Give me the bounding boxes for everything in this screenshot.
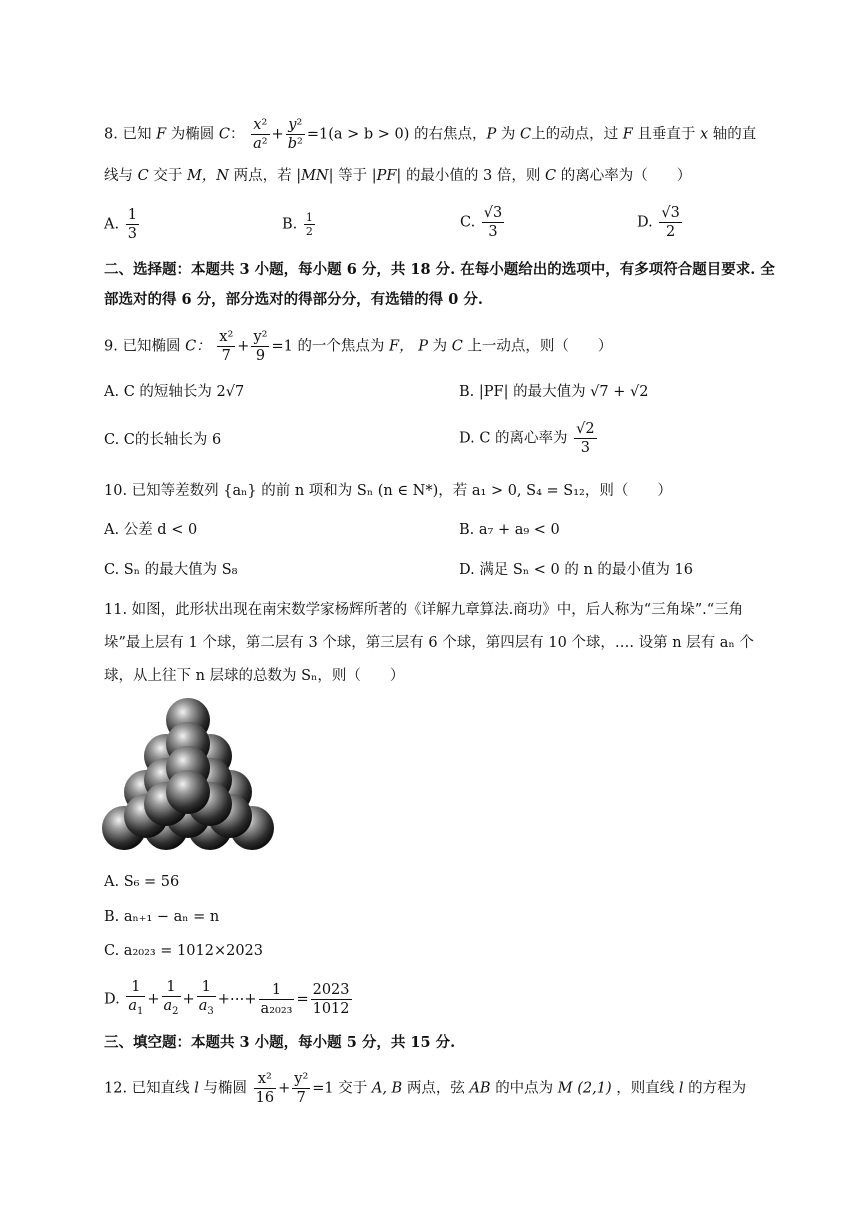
sphere bbox=[166, 770, 210, 814]
q8-stem-line1: 8. 已知 F 为椭圆 C： $\frac{\text{x²}}{\text{a²}}$ + $\frac{\text{y²}}{\text{b²}}$ =1(a > b > 0) 的右焦点，P 为 C上的动点，过 F 且垂直于 x 轴的直 bbox=[104, 117, 757, 152]
section3-heading: 三、填空题：本题共 3 小题，每小题 5 分，共 15 分. bbox=[104, 1034, 456, 1051]
q9-option-d: D. C 的离心率为 $\frac{√2}{3}$ bbox=[459, 421, 595, 456]
q8-var-c: C bbox=[218, 126, 230, 143]
q9-option-a: A. C 的短轴长为 2√7 bbox=[104, 384, 245, 400]
section2-heading-line2: 部选对的得 6 分，部分选对的得部分分，有选错的得 0 分. bbox=[104, 291, 483, 308]
q8-frac-x: $\frac{\text{x²}}{\text{a²}}$ bbox=[253, 117, 268, 152]
q9-option-c: C. C的长轴长为 6 bbox=[104, 432, 222, 448]
q8-option-d: D. $\frac{√3}{2}$ bbox=[637, 205, 680, 240]
q8-text: 轴的直 bbox=[712, 126, 757, 143]
q8-text: 等于 bbox=[338, 168, 368, 184]
q10-option-d: D. 满足 Sₙ < 0 的 n 的最小值为 16 bbox=[459, 562, 693, 578]
q8-text: 两点，若 bbox=[233, 168, 292, 184]
q8-text: 的右焦点， bbox=[414, 126, 487, 143]
q9-stem: 9. 已知椭圆 C： $\frac{\text{x²}}{7}$ + $\frac{\text{y²}}{9}$ =1 的一个焦点为 F， P 为 C 上一动点，则（ ） bbox=[104, 329, 613, 364]
q8-abs-pf: |PF| bbox=[371, 168, 402, 184]
q8-var-c4: C bbox=[545, 168, 557, 184]
q11-option-b: B. aₙ₊₁ − aₙ = n bbox=[104, 909, 220, 925]
q11-option-c: C. a₂₀₂₃ = 1012×2023 bbox=[104, 943, 264, 959]
triangular-pile-figure bbox=[100, 696, 284, 860]
q8-option-a: A. $\frac{1}{3}$ bbox=[104, 207, 137, 242]
q12-stem: 12. 已知直线 l 与椭圆 $\frac{\text{x²}}{16}$ + $\frac{\text{y²}}{7}$ =1 交于 A, B 两点，弦 AB 的中点为 M (2,1) ，则直线 l 的方程为 bbox=[104, 1071, 747, 1106]
q8-text: 上的动点，过 bbox=[531, 126, 619, 143]
q11-stem-line2: 垛”最上层有 1 个球，第二层有 3 个球，第三层有 6 个球，第四层有 10 个球，…. 设第 n 层有 aₙ 个 bbox=[104, 635, 754, 651]
q8-text: 线与 bbox=[104, 168, 133, 184]
q11-option-d: D. $\frac{1}{a_1}$ + $\frac{1}{a_2}$ + $\frac{1}{a_3}$ +⋯+ $\frac{1}{\text{a₂₀₂₃}}$ = $\frac{2023}{1012}$ bbox=[104, 979, 350, 1017]
q8-option-b: B. $\frac{1}{2}$ bbox=[282, 211, 313, 238]
q10-option-c: C. Sₙ 的最大值为 S₈ bbox=[104, 562, 238, 578]
q8-var-mn: M，N bbox=[186, 168, 229, 184]
section2-heading: 二、选择题：本题共 3 小题，每小题 6 分，共 18 分. 在每小题给出的选项中，有多项符合题目要求. 全 bbox=[104, 261, 775, 278]
q8-frac-y: $\frac{\text{y²}}{\text{b²}}$ bbox=[287, 117, 303, 152]
q11-option-a: A. S₆ = 56 bbox=[104, 874, 180, 890]
q8-option-c: C. $\frac{√3}{3}$ bbox=[460, 205, 503, 240]
q10-stem: 10. 已知等差数列 {aₙ} 的前 n 项和为 Sₙ (n ∈ N*)，若 a₁ > 0, S₄ = S₁₂，则（ ） bbox=[104, 483, 672, 499]
q9-option-b: B. |PF| 的最大值为 √7 + √2 bbox=[459, 384, 649, 400]
q8-var-x: x bbox=[700, 126, 709, 143]
q11-stem-line1: 11. 如图，此形状出现在南宋数学家杨辉所著的《详解九章算法.商功》中，后人称为“三角垛”.“三角 bbox=[104, 602, 744, 618]
q8-stem-line2 bbox=[104, 166, 691, 186]
q8-text: 的最小值的 3 倍，则 bbox=[405, 168, 541, 184]
q8-var-f: F bbox=[156, 126, 167, 143]
q11-stem-line3: 球，从上往下 n 层球的总数为 Sₙ，则（ ） bbox=[104, 668, 405, 684]
q8-var-f2: F bbox=[622, 126, 633, 143]
q10-option-a: A. 公差 d < 0 bbox=[104, 522, 198, 538]
q8-text: 且垂直于 bbox=[637, 126, 696, 143]
q8-text: 的离心率为（ ） bbox=[560, 168, 692, 184]
q8-text: 为椭圆 bbox=[170, 126, 215, 143]
q8-eq-tail: =1(a > b > 0) bbox=[306, 126, 410, 143]
q8-abs-mn: |MN| bbox=[296, 168, 334, 184]
q8-text: 交于 bbox=[153, 168, 183, 184]
q8-var-c2: C bbox=[520, 126, 532, 143]
q8-var-c3: C bbox=[137, 168, 149, 184]
q10-option-b: B. a₇ + a₉ < 0 bbox=[459, 522, 560, 538]
q8-text: 为 bbox=[500, 126, 516, 143]
q8-var-p: P bbox=[486, 126, 497, 143]
q8-text: 8. 已知 bbox=[104, 126, 152, 143]
